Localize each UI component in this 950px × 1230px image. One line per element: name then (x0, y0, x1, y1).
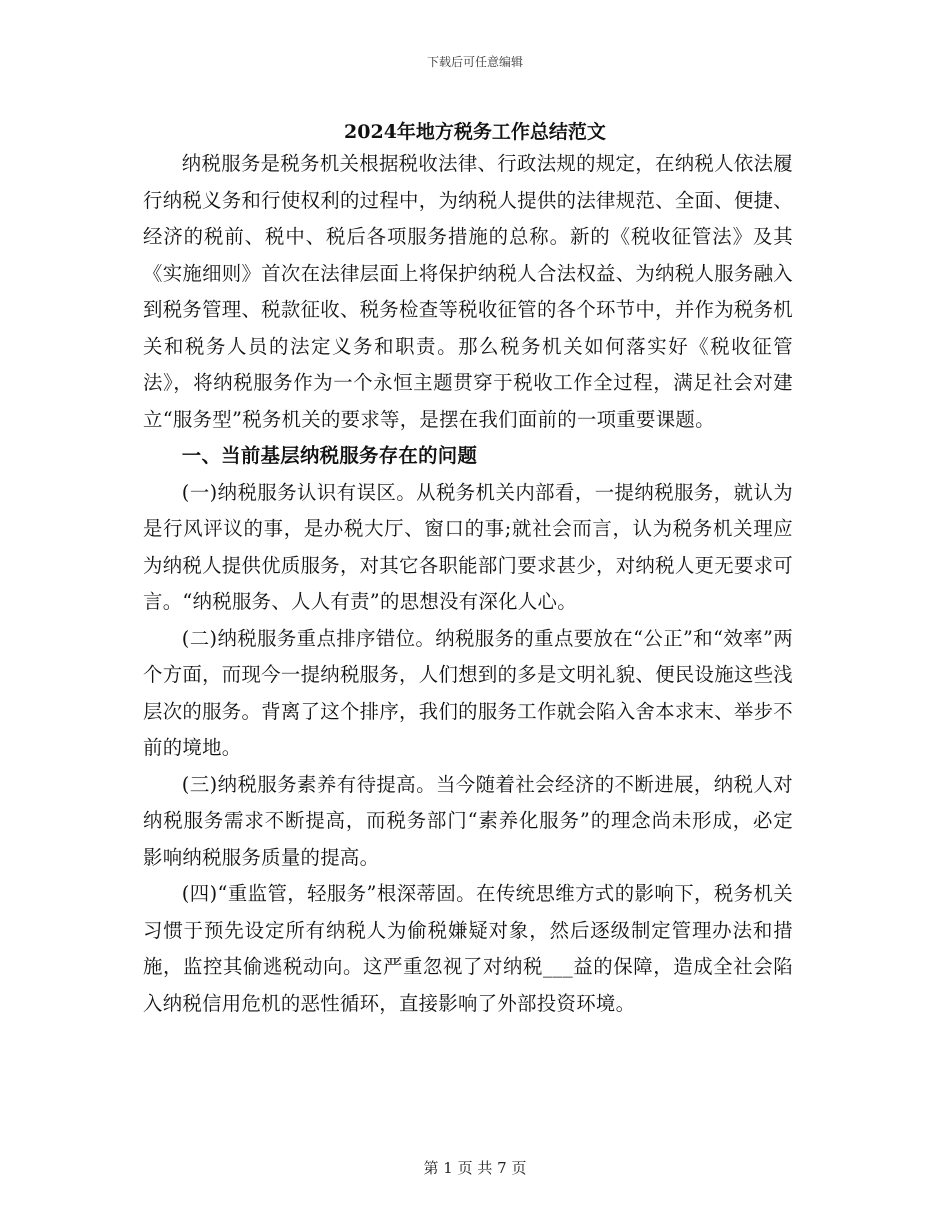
download-note: 下载后可任意编辑 (426, 55, 523, 69)
issue-paragraph-2: (二)纳税服务重点排序错位。纳税服务的重点要放在“公正”和“效率”两个方面，而现今一提纳税服务，人们想到的多是文明礼貌、便民设施这些浅层次的服务。背离了这个排序，我们的服务工作就会陷入舍本求末、举步不前的境地。 (143, 626, 793, 759)
document-body (143, 146, 793, 1022)
issue-paragraph-4: (四)“重监管，轻服务”根深蒂固。在传统思维方式的影响下，税务机关习惯于预先设定所有纳税人为偷税嫌疑对象，然后逐级制定管理办法和措施，监控其偷逃税动向。这严重忽视了对纳税___益的保障，造成全社会陷入纳税信用危机的恶性循环，直接影响了外部投资环境。 (143, 882, 793, 1015)
intro-paragraph: 纳税服务是税务机关根据税收法律、行政法规的规定，在纳税人依法履行纳税义务和行使权利的过程中，为纳税人提供的法律规范、全面、便捷、经济的税前、税中、税后各项服务措施的总称。新的《税收征管法》及其《实施细则》首次在法律层面上将保护纳税人合法权益、为纳税人服务融入到税务管理、税款征收、税务检查等税收征管的各个环节中，并作为税务机关和税务人员的法定义务和职责。那么税务机关如何落实好《税收征管法》，将纳税服务作为一个永恒主题贯穿于税收工作全过程，满足社会对建立“服务型”税务机关的要求等，是摆在我们面前的一项重要课题。 (143, 152, 793, 431)
issue-paragraph-3: (三)纳税服务素养有待提高。当今随着社会经济的不断进展，纳税人对纳税服务需求不断提高，而税务部门“素养化服务”的理念尚未形成，必定影响纳税服务质量的提高。 (143, 772, 793, 869)
section-heading: 一、当前基层纳税服务存在的问题 (181, 444, 478, 467)
page-number: 第 1 页 共 7 页 (423, 1159, 527, 1177)
page-title: 2024年地方税务工作总结范文 (344, 121, 606, 143)
issue-paragraph-1: (一)纳税服务认识有误区。从税务机关内部看，一提纳税服务，就认为是行风评议的事，是办税大厅、窗口的事;就社会而言，认为税务机关理应为纳税人提供优质服务，对其它各职能部门要求甚少，对纳税人更无要求可言。“纳税服务、人人有责”的思想没有深化人心。 (143, 480, 793, 613)
